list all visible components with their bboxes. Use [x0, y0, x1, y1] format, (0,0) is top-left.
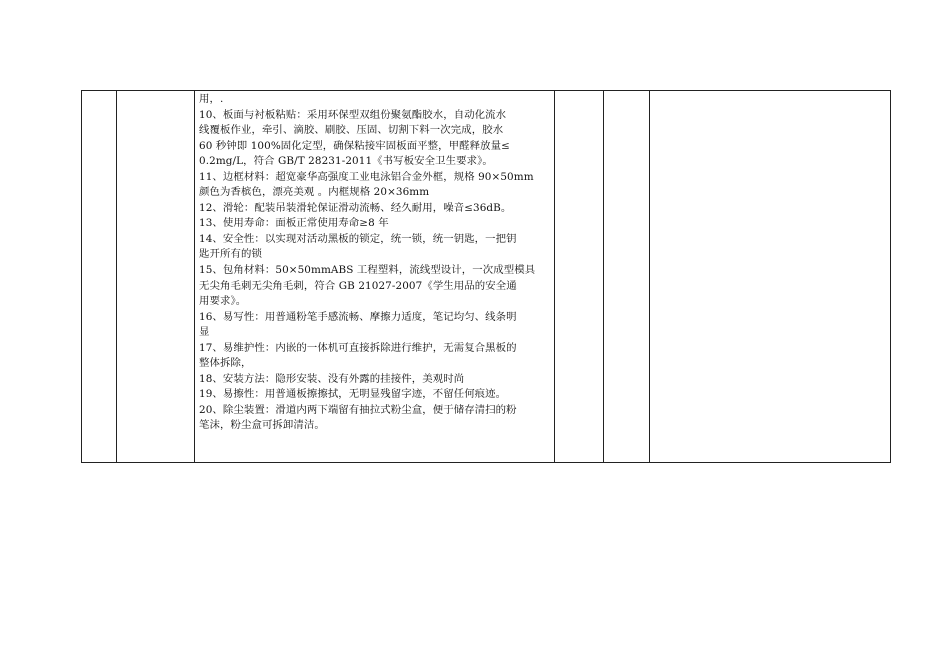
- unit-cell: [604, 91, 650, 463]
- spec-table: [81, 90, 891, 463]
- spec-line: 16、易写性：用普通粉笔手感流畅、摩擦力适度，笔记均匀、线条明: [199, 310, 517, 323]
- spec-line: 14、安全性：以实现对活动黑板的锁定，统一锁，统一钥匙，一把钥: [199, 232, 517, 245]
- spec-line: 19、易擦性：用普通板擦擦拭，无明显残留字迹，不留任何痕迹。: [199, 388, 507, 401]
- spec-line: 颜色为香槟色，漂亮美观 。内框规格 20×36mm: [199, 186, 430, 199]
- spec-line: 60 秒钟即 100%固化定型，确保粘接牢固板面平整，甲醛释放量≤: [199, 139, 510, 152]
- spec-line: 17、易维护性：内嵌的一体机可直接拆除进行维护，无需复合黑板的: [199, 341, 517, 354]
- specification-cell: [195, 91, 555, 463]
- item-name-cell: [117, 91, 195, 463]
- spec-line: 用，.: [199, 93, 224, 105]
- spec-line: 20、除尘装置：滑道内两下端留有抽拉式粉尘盒，便于储存清扫的粉: [199, 403, 517, 416]
- spec-line: 0.2mg/L，符合 GB/T 28231-2011《书写板安全卫生要求》。: [199, 155, 493, 168]
- quantity-cell: [555, 91, 604, 463]
- specification-text: [195, 91, 554, 436]
- spec-line: 15、包角材料：50×50mmABS 工程塑料，流线型设计，一次成型模具: [199, 264, 536, 277]
- spec-line: 匙开所有的锁: [199, 248, 262, 261]
- index-cell: [82, 91, 117, 463]
- table-row: [82, 91, 891, 463]
- spec-line: 10、板面与衬板粘贴：采用环保型双组份聚氨酯胶水，自动化流水: [199, 108, 507, 121]
- spec-line: 线覆板作业，牵引、滴胶、刷胶、压固、切割下料一次完成，胶水: [199, 124, 504, 137]
- spec-line: 11、边框材料：超宽豪华高强度工业电泳铝合金外框，规格 90×50mm: [199, 170, 534, 183]
- remarks-cell: [650, 91, 891, 463]
- spec-line: 12、滑轮：配装吊装滑轮保证滑动流畅、经久耐用，噪音≤36dB。: [199, 201, 512, 214]
- spec-line: 整体拆除，: [199, 357, 252, 370]
- spec-line: 18、安装方法：隐形安装、没有外露的挂接件，美观时尚: [199, 372, 465, 385]
- spec-line: 笔沫，粉尘盒可拆卸清洁。: [199, 419, 325, 432]
- spec-line: 13、使用寿命：面板正常使用寿命≥8 年: [199, 217, 389, 230]
- spec-line: 用要求》。: [199, 295, 247, 308]
- spec-line: 显: [199, 326, 210, 339]
- spec-line: 无尖角毛刺无尖角毛刺，符合 GB 21027-2007《学生用品的安全通: [199, 279, 517, 292]
